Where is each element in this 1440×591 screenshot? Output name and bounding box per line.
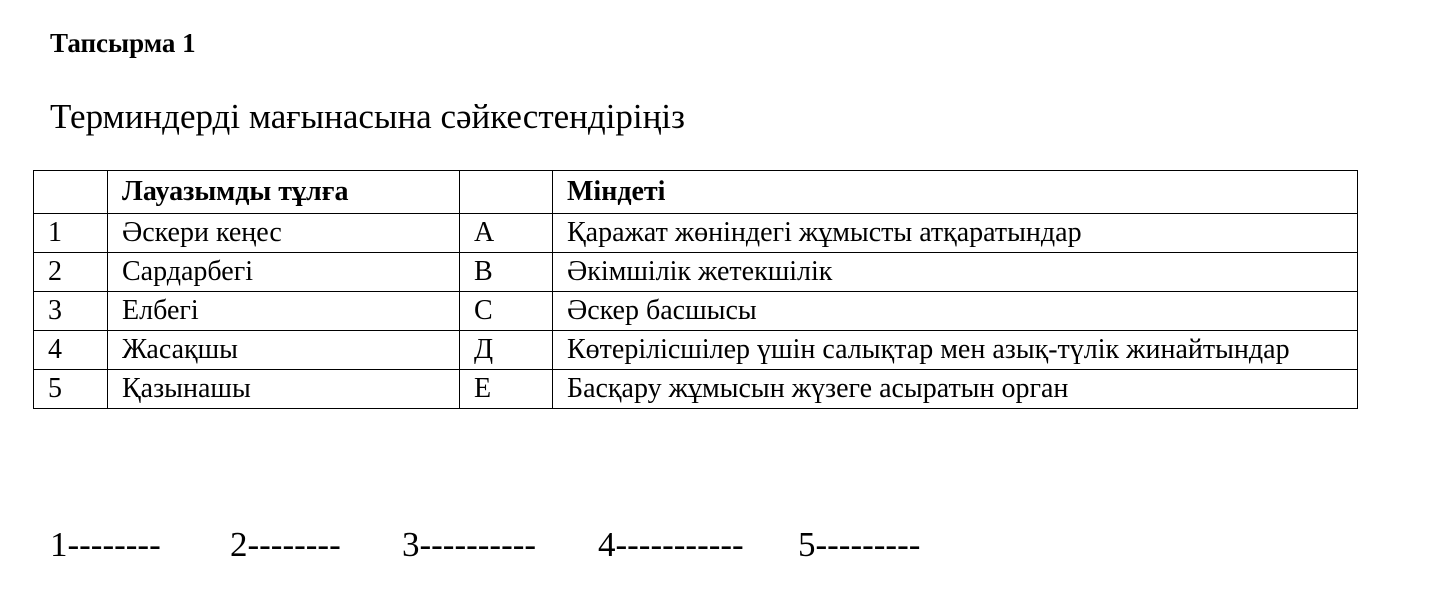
table-header-row bbox=[34, 171, 1358, 214]
row-position: Сардарбегі bbox=[108, 253, 460, 292]
table-row bbox=[34, 214, 1358, 253]
answer-blank-2: 2-------- bbox=[230, 525, 341, 564]
row-letter: Д bbox=[460, 331, 553, 370]
row-num: 4 bbox=[34, 331, 108, 370]
row-duty: Әскер басшысы bbox=[553, 292, 1358, 331]
matching-table bbox=[33, 170, 1358, 409]
row-duty: Көтерілісшілер үшін салықтар мен азық-түлік жинайтындар bbox=[553, 331, 1358, 370]
row-position: Елбегі bbox=[108, 292, 460, 331]
row-position: Әскери кеңес bbox=[108, 214, 460, 253]
row-num: 1 bbox=[34, 214, 108, 253]
row-letter: В bbox=[460, 253, 553, 292]
row-letter: А bbox=[460, 214, 553, 253]
answer-blank-1: 1-------- bbox=[50, 525, 161, 564]
row-num: 2 bbox=[34, 253, 108, 292]
table-row bbox=[34, 331, 1358, 370]
answer-blank-3: 3---------- bbox=[402, 525, 537, 564]
row-num: 5 bbox=[34, 370, 108, 409]
header-position: Лауазымды тұлға bbox=[108, 171, 460, 214]
table-row bbox=[34, 292, 1358, 331]
row-duty: Әкімшілік жетекшілік bbox=[553, 253, 1358, 292]
table-row bbox=[34, 370, 1358, 409]
answer-blank-4: 4----------- bbox=[598, 525, 744, 564]
header-letter bbox=[460, 171, 553, 214]
row-position: Жасақшы bbox=[108, 331, 460, 370]
row-duty: Қаражат жөніндегі жұмысты атқаратындар bbox=[553, 214, 1358, 253]
row-letter: Е bbox=[460, 370, 553, 409]
row-num: 3 bbox=[34, 292, 108, 331]
table-row bbox=[34, 253, 1358, 292]
row-duty: Басқару жұмысын жүзеге асыратын орган bbox=[553, 370, 1358, 409]
instruction-text: Терминдерді мағынасына сәйкестендіріңіз bbox=[50, 97, 685, 136]
answer-blank-5: 5--------- bbox=[798, 525, 921, 564]
header-num bbox=[34, 171, 108, 214]
answer-blanks bbox=[50, 524, 920, 566]
header-duty: Міндеті bbox=[553, 171, 1358, 214]
row-position: Қазынашы bbox=[108, 370, 460, 409]
task-title: Тапсырма 1 bbox=[50, 28, 196, 58]
row-letter: С bbox=[460, 292, 553, 331]
